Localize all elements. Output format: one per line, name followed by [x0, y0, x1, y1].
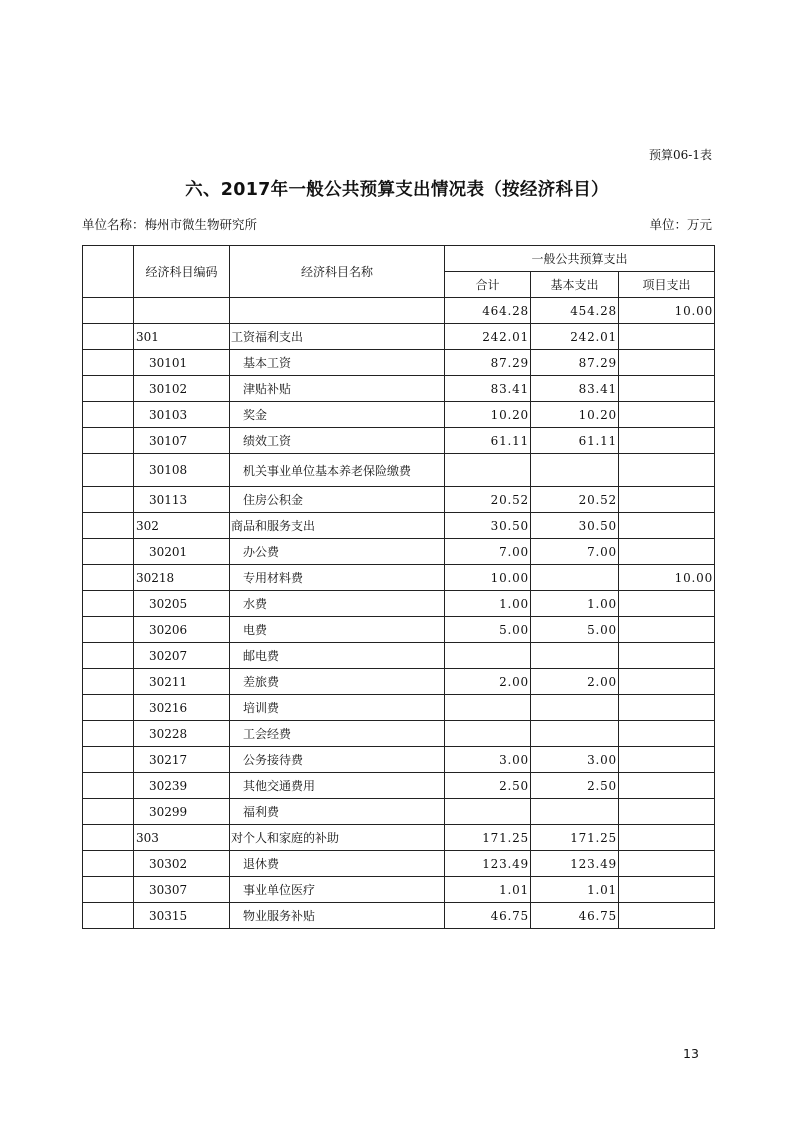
row-blank-cell [83, 695, 134, 721]
row-project [619, 799, 715, 825]
row-project [619, 454, 715, 487]
table-row [83, 851, 715, 877]
row-name: 津贴补贴 [230, 376, 445, 402]
row-basic: 10.20 [531, 402, 619, 428]
row-name: 机关事业单位基本养老保险缴费 [230, 454, 445, 487]
header-basic: 基本支出 [531, 272, 619, 298]
row-total: 5.00 [445, 617, 531, 643]
row-blank-cell [83, 402, 134, 428]
row-code: 30239 [134, 773, 230, 799]
table-row [83, 324, 715, 350]
row-basic: 1.00 [531, 591, 619, 617]
row-name: 办公费 [230, 539, 445, 565]
row-basic [531, 454, 619, 487]
row-name: 工资福利支出 [230, 324, 445, 350]
row-basic: 46.75 [531, 903, 619, 929]
row-code: 30205 [134, 591, 230, 617]
table-row [83, 773, 715, 799]
row-total [445, 799, 531, 825]
row-code: 30307 [134, 877, 230, 903]
row-name: 福利费 [230, 799, 445, 825]
row-total: 87.29 [445, 350, 531, 376]
row-total: 30.50 [445, 513, 531, 539]
row-project [619, 324, 715, 350]
row-code: 30217 [134, 747, 230, 773]
row-blank-cell [83, 539, 134, 565]
row-basic [531, 721, 619, 747]
row-blank-cell [83, 669, 134, 695]
table-row [83, 539, 715, 565]
row-total [445, 454, 531, 487]
row-project [619, 428, 715, 454]
row-code: 30302 [134, 851, 230, 877]
row-project [619, 617, 715, 643]
table-row [83, 799, 715, 825]
row-total: 171.25 [445, 825, 531, 851]
row-basic: 242.01 [531, 324, 619, 350]
header-code: 经济科目编码 [134, 246, 230, 298]
row-total [445, 721, 531, 747]
row-total [445, 695, 531, 721]
row-code: 30101 [134, 350, 230, 376]
row-total: 1.00 [445, 591, 531, 617]
summary-project: 10.00 [619, 298, 715, 324]
header-name: 经济科目名称 [230, 246, 445, 298]
row-code: 30228 [134, 721, 230, 747]
row-project: 10.00 [619, 565, 715, 591]
row-total: 1.01 [445, 877, 531, 903]
row-blank-cell [83, 324, 134, 350]
row-project [619, 376, 715, 402]
row-basic: 30.50 [531, 513, 619, 539]
row-blank-cell [83, 903, 134, 929]
table-row [83, 376, 715, 402]
table-row [83, 454, 715, 487]
table-row [83, 903, 715, 929]
row-code: 30206 [134, 617, 230, 643]
row-blank-cell [83, 825, 134, 851]
row-project [619, 747, 715, 773]
row-blank-cell [83, 851, 134, 877]
row-basic [531, 565, 619, 591]
row-project [619, 539, 715, 565]
row-basic: 171.25 [531, 825, 619, 851]
form-number: 预算06-1表 [649, 148, 712, 162]
row-name: 绩效工资 [230, 428, 445, 454]
page-number: 13 [683, 1046, 699, 1061]
row-project [619, 402, 715, 428]
row-blank-cell [83, 773, 134, 799]
row-basic [531, 799, 619, 825]
table-row [83, 721, 715, 747]
row-name: 事业单位医疗 [230, 877, 445, 903]
row-name: 工会经费 [230, 721, 445, 747]
row-total: 3.00 [445, 747, 531, 773]
budget-table [82, 245, 715, 929]
row-blank-cell [83, 428, 134, 454]
row-basic: 83.41 [531, 376, 619, 402]
table-row [83, 617, 715, 643]
row-code: 30299 [134, 799, 230, 825]
header-blank-cell [83, 246, 134, 298]
row-code: 301 [134, 324, 230, 350]
row-total [445, 643, 531, 669]
row-blank-cell [83, 454, 134, 487]
row-total: 242.01 [445, 324, 531, 350]
row-name: 退休费 [230, 851, 445, 877]
summary-row [83, 298, 715, 324]
summary-blank-2 [134, 298, 230, 324]
row-total: 123.49 [445, 851, 531, 877]
row-code: 30207 [134, 643, 230, 669]
summary-blank-1 [83, 298, 134, 324]
table-row [83, 669, 715, 695]
row-basic: 123.49 [531, 851, 619, 877]
row-project [619, 695, 715, 721]
row-name: 专用材料费 [230, 565, 445, 591]
row-basic: 87.29 [531, 350, 619, 376]
row-project [619, 487, 715, 513]
header-total: 合计 [445, 272, 531, 298]
table-row [83, 350, 715, 376]
unit-label: 单位：万元 [649, 217, 712, 232]
summary-basic: 454.28 [531, 298, 619, 324]
row-total: 10.20 [445, 402, 531, 428]
row-basic: 1.01 [531, 877, 619, 903]
row-basic: 61.11 [531, 428, 619, 454]
row-total: 46.75 [445, 903, 531, 929]
row-name: 物业服务补贴 [230, 903, 445, 929]
row-blank-cell [83, 877, 134, 903]
row-project [619, 903, 715, 929]
row-total: 10.00 [445, 565, 531, 591]
row-code: 30102 [134, 376, 230, 402]
row-basic: 3.00 [531, 747, 619, 773]
summary-blank-3 [230, 298, 445, 324]
row-project [619, 669, 715, 695]
row-blank-cell [83, 565, 134, 591]
row-total: 61.11 [445, 428, 531, 454]
row-project [619, 721, 715, 747]
row-name: 电费 [230, 617, 445, 643]
row-name: 公务接待费 [230, 747, 445, 773]
table-row [83, 825, 715, 851]
row-code: 30103 [134, 402, 230, 428]
table-row [83, 428, 715, 454]
row-code: 30211 [134, 669, 230, 695]
row-basic: 2.00 [531, 669, 619, 695]
row-code: 303 [134, 825, 230, 851]
table-row [83, 695, 715, 721]
row-code: 30315 [134, 903, 230, 929]
row-blank-cell [83, 376, 134, 402]
header-project: 项目支出 [619, 272, 715, 298]
row-code: 30216 [134, 695, 230, 721]
table-row [83, 643, 715, 669]
row-code: 30113 [134, 487, 230, 513]
table-row [83, 877, 715, 903]
row-basic: 5.00 [531, 617, 619, 643]
row-name: 商品和服务支出 [230, 513, 445, 539]
row-basic [531, 643, 619, 669]
row-blank-cell [83, 350, 134, 376]
row-basic: 7.00 [531, 539, 619, 565]
unit-name: 单位名称：梅州市微生物研究所 [82, 217, 258, 232]
row-blank-cell [83, 617, 134, 643]
table-row [83, 565, 715, 591]
row-code: 30108 [134, 454, 230, 487]
table-row [83, 487, 715, 513]
row-name: 住房公积金 [230, 487, 445, 513]
row-code: 302 [134, 513, 230, 539]
row-project [619, 643, 715, 669]
row-name: 培训费 [230, 695, 445, 721]
row-blank-cell [83, 747, 134, 773]
row-total: 83.41 [445, 376, 531, 402]
table-row [83, 513, 715, 539]
row-blank-cell [83, 721, 134, 747]
row-project [619, 825, 715, 851]
row-project [619, 591, 715, 617]
summary-total: 464.28 [445, 298, 531, 324]
row-project [619, 877, 715, 903]
row-project [619, 851, 715, 877]
row-name: 差旅费 [230, 669, 445, 695]
table-row [83, 591, 715, 617]
row-code: 30201 [134, 539, 230, 565]
row-blank-cell [83, 487, 134, 513]
row-code: 30107 [134, 428, 230, 454]
row-total: 2.00 [445, 669, 531, 695]
row-project [619, 350, 715, 376]
header-group: 一般公共预算支出 [445, 246, 715, 272]
table-row [83, 747, 715, 773]
row-name: 邮电费 [230, 643, 445, 669]
page-title: 六、2017年一般公共预算支出情况表（按经济科目） [185, 180, 609, 200]
row-total: 7.00 [445, 539, 531, 565]
row-project [619, 773, 715, 799]
row-project [619, 513, 715, 539]
row-blank-cell [83, 591, 134, 617]
row-basic: 2.50 [531, 773, 619, 799]
row-name: 对个人和家庭的补助 [230, 825, 445, 851]
row-name: 其他交通费用 [230, 773, 445, 799]
row-blank-cell [83, 513, 134, 539]
row-code: 30218 [134, 565, 230, 591]
header-row-1 [83, 246, 715, 272]
row-blank-cell [83, 643, 134, 669]
row-blank-cell [83, 799, 134, 825]
row-basic: 20.52 [531, 487, 619, 513]
row-basic [531, 695, 619, 721]
row-name: 水费 [230, 591, 445, 617]
row-total: 2.50 [445, 773, 531, 799]
row-total: 20.52 [445, 487, 531, 513]
row-name: 基本工资 [230, 350, 445, 376]
table-row [83, 402, 715, 428]
row-name: 奖金 [230, 402, 445, 428]
